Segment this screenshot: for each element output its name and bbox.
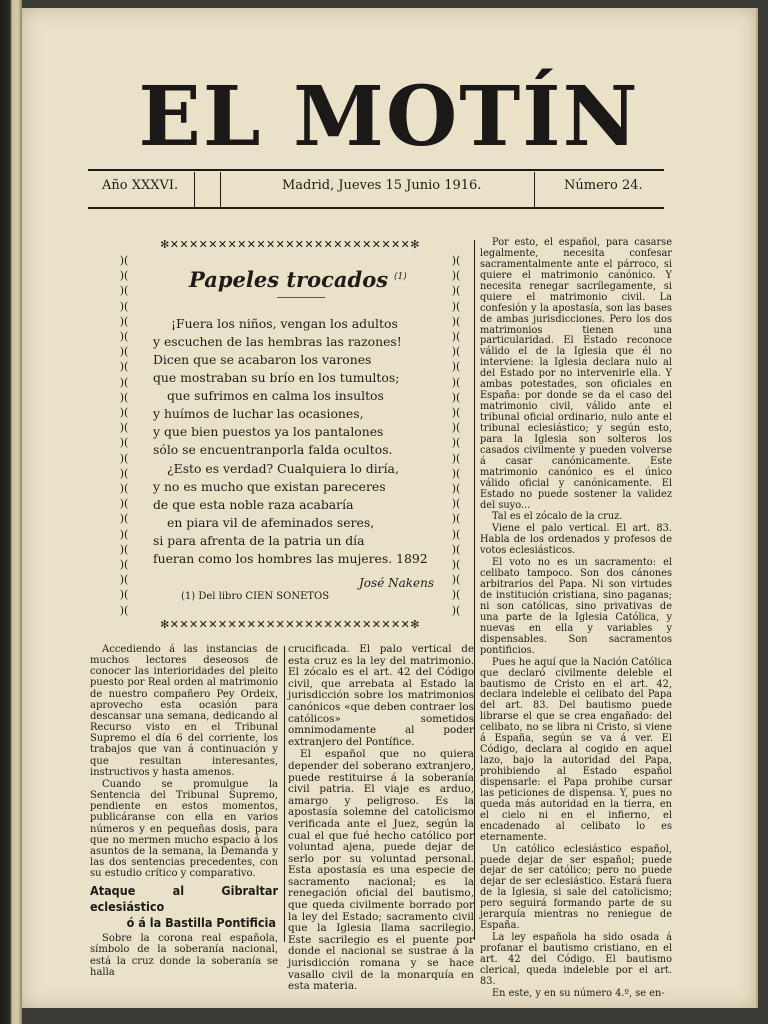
article-paragraph: Tal es el zócalo de la cruz. bbox=[492, 511, 623, 523]
article-column-3 bbox=[480, 238, 672, 1000]
poem-line: y huímos de luchar las ocasiones, bbox=[153, 406, 364, 421]
article-paragraph: El voto no es un sacramento: el celibato tampoco. Son dos cánones arbitrarios del Papa. Ni son virtudes de institución cristiana, sino paganas; ni son católicas, sino privativas de una parte de la Iglesia Católica, y nuevas en ella y variables y dispensables. Son sacramentos pontificios. bbox=[480, 557, 672, 656]
poem-title bbox=[189, 265, 407, 292]
poem-box bbox=[119, 233, 461, 631]
article-paragraph: Un católico eclesiástico español, puede dejar de ser español; puede dejar de ser católico; pero no puede dejar de ser eclesiástico. Estará fuera de la Iglesia, si sale del catolicismo; pero seguirá formando parte de su jerarquía mientras no reniegue de España. bbox=[480, 843, 672, 932]
poem-line: sólo se encuentranporla falda ocultos. bbox=[153, 442, 393, 457]
masthead-separator-right bbox=[534, 172, 535, 207]
masthead-separator-left bbox=[194, 172, 195, 207]
article-paragraph: Pues he aquí que la Nación Católica que declaró civilmente deleble el bautismo de Cristo en el art. 42, declara indeleble el celibato del Papa del art. 83. Del bautismo puede librarse el que se crea engañado: del celibato, no se libra ni Cristo, si viene á España, según se va á ver. El Código, declara al cogido en aquel lazo, bajo la autoridad del Papa, prohibiendo al Estado español dispensarle: el Papa prohibe cursar las peticiones de dispensa. Y, pues no queda más autoridad en la tierra, en el cielo ni en el infierno, el encadenado al celibato lo es eternamente. bbox=[480, 656, 672, 843]
article-column-1 bbox=[90, 644, 278, 978]
headline-line-1: Ataque al Gibraltar eclesiástico bbox=[90, 883, 278, 915]
poem-line: en piara vil de afeminados seres, bbox=[167, 515, 375, 530]
poem-border-bottom: ✻✕✕✕✕✕✕✕✕✕✕✕✕✕✕✕✕✕✕✕✕✕✕✕✕✕✻ bbox=[160, 619, 420, 631]
poem-line: que mostraban su brío en los tumultos; bbox=[153, 370, 400, 385]
poem-line: fueran como los hombres las mujeres. 1892 bbox=[153, 551, 428, 566]
poem-line: ¡Fuera los niños, vengan los adultos bbox=[171, 316, 398, 331]
poem-signature: José Nakens bbox=[359, 576, 435, 590]
poem-border-right: )( )( )( )( )( )( )( )( )( )( )( )( )( )( )( )( )( )( )( )( )( )( )( )( bbox=[451, 254, 461, 617]
year-label: Año XXXVI. bbox=[102, 178, 179, 193]
article-headline bbox=[90, 883, 278, 931]
poem-title-divider bbox=[277, 297, 325, 298]
headline-line-2: ó á la Bastilla Pontificia bbox=[126, 915, 276, 931]
article-paragraph: En este, y en su número 4.º, se en- bbox=[492, 987, 665, 999]
poem-title-text: Papeles trocados bbox=[189, 267, 389, 292]
masthead-title: EL MOTÍN bbox=[138, 69, 640, 165]
adjacent-page-edge bbox=[0, 0, 22, 1024]
poem-line: y que bien puestos ya los pantalones bbox=[153, 424, 384, 439]
masthead-rule-bottom bbox=[88, 207, 664, 209]
newspaper-page bbox=[22, 8, 758, 1008]
masthead-rule-top bbox=[88, 169, 664, 171]
article-paragraph: Por esto, el español, para casarse legalmente, necesita confesar sacramentalmente ante el párroco, si quiere el matrimonio canónico. Y necesita renegar sacrílegamente, si quiere el matrimonio civil. La confesión y la apostasía, son las bases de ambas jurisdicciones. Pero los dos matrimonios tienen una particularidad. El Estado reconoce válido el de la Iglesia que él no interviene: la Iglesia declara nulo al del Estado por no intervenirle ella. Y ambas potestades, son oficiales en España: por donde se da el caso del matrimonio civil, válido ante el tribunal oficial ordinario, nulo ante el tribunal eclesiástico; y según esto, para la Iglesia son solteros los casados civilmente y pueden volverse á casar canónicamente. Este matrimonio canónico es el único válido oficial y canónicamente. El Estado no puede sostener la validez del suyo... bbox=[480, 237, 672, 511]
article-paragraph: Cuando se promulgue la Sentencia del Tribunal Supremo, pendiente en estos momentos, publicáranse con ella en varios números y en pequeñas dosis, para que no mermen mucho espacio á los asuntos de la semana, la Demanda y las dos sentencias precedentes, con su estudio crítico y comparativo. bbox=[90, 778, 278, 880]
masthead-separator-mid bbox=[220, 172, 221, 207]
column-rule-right bbox=[474, 240, 475, 940]
poem-line: y escuchen de las hembras las razones! bbox=[153, 334, 402, 349]
article-paragraph: Sobre la corona real española, símbolo de la soberanía nacional, está la cruz donde la soberanía se halla bbox=[90, 933, 278, 978]
issue-number: Número 24. bbox=[564, 178, 643, 193]
poem-title-note: (1) bbox=[394, 272, 407, 282]
article-paragraph: La ley española ha sido osada á profanar el bautismo cristiano, en el art. 42 del Código. El bautismo clerical, queda indeleble por el art. 83. bbox=[480, 932, 672, 987]
article-paragraph: crucificada. El palo vertical de esta cruz es la ley del matrimonio. El zócalo es el art. 42 del Código civil, que arrebata al Estado la jurisdicción sobre los matrimonios canónicos «que deben contraer los católicos» sometidos omnimodamente al poder extranjero del Pontífice. bbox=[288, 643, 474, 748]
dateline: Madrid, Jueves 15 Junio 1916. bbox=[282, 178, 482, 193]
poem-footnote: (1) Del libro CIEN SONETOS bbox=[181, 591, 330, 602]
poem-line: ¿Esto es verdad? Cualquiera lo diría, bbox=[167, 461, 399, 476]
poem-line: Dicen que se acabaron los varones bbox=[153, 352, 372, 367]
poem-line: y no es mucho que existan pareceres bbox=[153, 479, 386, 494]
article-paragraph: El español que no quiera depender del soberano extranjero, puede restituirse á la soberanía civil patria. El viaje es arduo, amargo y peligroso. Es la apostasía solemne del catolicismo verificada ante el Juez, según la cual el que fué hecho católico por voluntad ajena, puede dejar de serlo por su voluntad personal. Esta apostasía es una especie de sacramento nacional; es la renegación oficial del bautismo, que queda civilmente borrado por la ley del Estado; sacramento civil que la Iglesia llama sacrilegio. Este sacrilegio es el puente por donde el nacional se sustrae á la jurisdicción romana y se hace vasallo civil de la monarquía en esta materia. bbox=[288, 748, 474, 993]
poem-line: si para afrenta de la patria un día bbox=[153, 533, 365, 548]
article-paragraph: Viene el palo vertical. El art. 83. Habla de los ordenados y profesos de votos eclesiásticos. bbox=[480, 523, 672, 557]
poem-border-left: )( )( )( )( )( )( )( )( )( )( )( )( )( )( )( )( )( )( )( )( )( )( )( )( bbox=[119, 254, 129, 617]
poem-line: de que esta noble raza acabaría bbox=[153, 497, 354, 512]
poem-border-top: ✻✕✕✕✕✕✕✕✕✕✕✕✕✕✕✕✕✕✕✕✕✕✕✕✕✕✻ bbox=[160, 239, 420, 251]
article-column-2 bbox=[288, 644, 474, 993]
column-rule-middle bbox=[284, 646, 285, 942]
poem-line: que sufrimos en calma los insultos bbox=[167, 388, 384, 403]
article-paragraph: Accediendo á las instancias de muchos lectores deseosos de conocer las interioridades del pleito puesto por Real orden al matrimonio de nuestro compañero Pey Ordeix, aprovecho esta ocasión para descansar una semana, dedicando al Recurso visto en el Tribunal Supremo el día 6 del corriente, los trabajos que van á continuación y que resultan interesantes, instructivos y hasta amenos. bbox=[90, 644, 278, 778]
